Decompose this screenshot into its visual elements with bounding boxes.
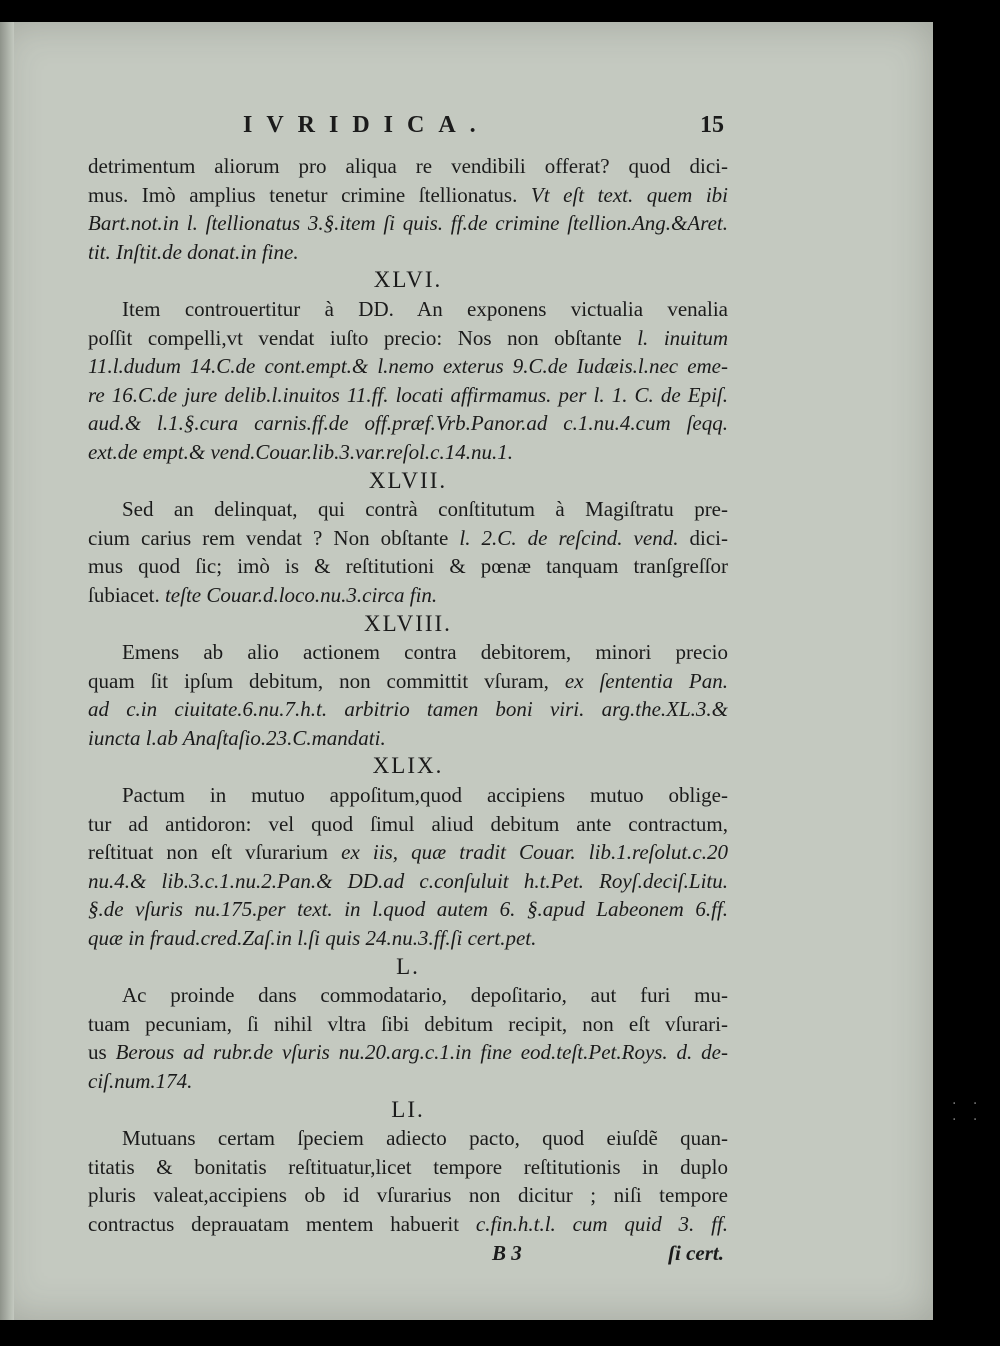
section-heading: XLIX. bbox=[372, 753, 444, 779]
text-line: aud.& l.1.§.cura carnis.ff.de off.præf.Vrb.Panor.ad c.1.nu.4.cum ſeqq. bbox=[88, 411, 728, 436]
text-line: us Berous ad rubr.de vſuris nu.20.arg.c.1.in fine eod.teſt.Pet.Roys. d. de- bbox=[88, 1040, 728, 1065]
scan-artifact-dots: · · · · bbox=[952, 1096, 984, 1128]
text-line: quam ſit ipſum debitum, non committit vſuram, ex ſententia Pan. bbox=[88, 668, 728, 693]
page-number: 15 bbox=[700, 112, 724, 138]
running-head bbox=[88, 110, 728, 148]
text-line: tur ad antidoron: vel quod ſimul aliud debitum ante contractum, bbox=[88, 811, 728, 836]
text-line: poſſit compelli,vt vendat iuſto precio: Nos non obſtante l. inuitum bbox=[88, 325, 728, 350]
page-gutter-shadow bbox=[0, 22, 14, 1320]
text-line: mus. Imò amplius tenetur crimine ſtellionatus. Vt eſt text. quem ibi bbox=[88, 182, 728, 207]
book-page bbox=[0, 22, 933, 1320]
section-heading: L. bbox=[396, 953, 420, 979]
text-line: Emens ab alio actionem contra debitorem, minori precio bbox=[122, 640, 728, 665]
text-line: 11.l.dudum 14.C.de cont.empt.& l.nemo exterus 9.C.de Iudæis.l.nec eme- bbox=[88, 354, 728, 379]
text-line: cium carius rem vendat ? Non obſtante l. 2.C. de reſcind. vend. dici- bbox=[88, 525, 729, 550]
text-line: ext.de empt.& vend.Couar.lib.3.var.reſol.c.14.nu.1. bbox=[88, 439, 513, 464]
catchword: ſi cert. bbox=[668, 1240, 724, 1265]
text-line: mus quod ſic; imò is & reſtitutioni & pœnæ tanquam tranſgreſſor bbox=[88, 554, 728, 579]
text-line: §.de vſuris nu.175.per text. in l.quod autem 6. §.apud Labeonem 6.ff. bbox=[88, 897, 728, 922]
text-line: Sed an delinquat, qui contrà conſtitutum à Magiſtratu pre- bbox=[122, 497, 728, 522]
page-footer bbox=[88, 1241, 728, 1269]
text-line: ſubiacet. teſte Couar.d.loco.nu.3.circa fin. bbox=[88, 582, 438, 607]
text-line: Ac proinde dans commodatario, depoſitario, aut furi mu- bbox=[122, 983, 728, 1008]
text-line: reſtituat non eſt vſurarium ex iis, quæ tradit Couar. lib.1.reſolut.c.20 bbox=[88, 840, 728, 865]
page-text-block bbox=[88, 110, 728, 1269]
signature-mark: B 3 bbox=[492, 1240, 522, 1265]
text-line: nu.4.& lib.3.c.1.nu.2.Pan.& DD.ad c.conſuluit h.t.Pet. Royſ.deciſ.Litu. bbox=[88, 868, 728, 893]
text-line: ad c.in ciuitate.6.nu.7.h.t. arbitrio tamen boni viri. arg.the.XL.3.& bbox=[88, 697, 728, 722]
text-line: Bart.not.in l. ſtellionatus 3.§.item ſi quis. ff.de crimine ſtellion.Ang.&Aret. bbox=[88, 211, 728, 236]
text-line: tuam pecuniam, ſi nihil vltra ſibi debitum recipit, non eſt vſurari- bbox=[88, 1011, 728, 1036]
section-heading: XLVIII. bbox=[364, 610, 452, 636]
section-heading: XLVI. bbox=[373, 267, 443, 293]
text-line: Mutuans certam ſpeciem adiecto pacto, quod eiuſdẽ quan- bbox=[122, 1126, 728, 1151]
text-line: tit. Inſtit.de donat.in fine. bbox=[88, 239, 299, 264]
text-line: pluris valeat,accipiens ob id vſurarius non dicitur ; niſi tempore bbox=[88, 1183, 728, 1208]
text-line: detrimentum aliorum pro aliqua re vendibili offerat? quod dici- bbox=[88, 154, 728, 178]
text-line: ciſ.num.174. bbox=[88, 1069, 193, 1093]
text-line: Pactum in mutuo appoſitum,quod accipiens mutuo oblige- bbox=[122, 783, 728, 808]
text-line: iuncta l.ab Anaſtaſio.23.C.mandati. bbox=[88, 725, 386, 750]
section-heading: XLVII. bbox=[368, 467, 448, 493]
text-line: Item controuertitur à DD. An exponens victualia venalia bbox=[122, 296, 728, 321]
text-line: titatis & bonitatis reſtituatur,licet tempore reſtitutionis in duplo bbox=[88, 1154, 728, 1179]
text-line: quæ in fraud.cred.Zaſ.in l.ſi quis 24.nu.3.ff.ſi cert.pet. bbox=[88, 926, 537, 951]
text-line: contractus deprauatam mentem habuerit c.fin.h.t.l. cum quid 3. ff. bbox=[88, 1211, 728, 1236]
section-heading: LI. bbox=[391, 1096, 425, 1122]
text-line: re 16.C.de jure delib.l.inuitos 11.ff. locati affirmamus. per l. 1. C. de Epiſ. bbox=[88, 382, 728, 407]
running-title: IVRIDICA. bbox=[243, 112, 490, 138]
